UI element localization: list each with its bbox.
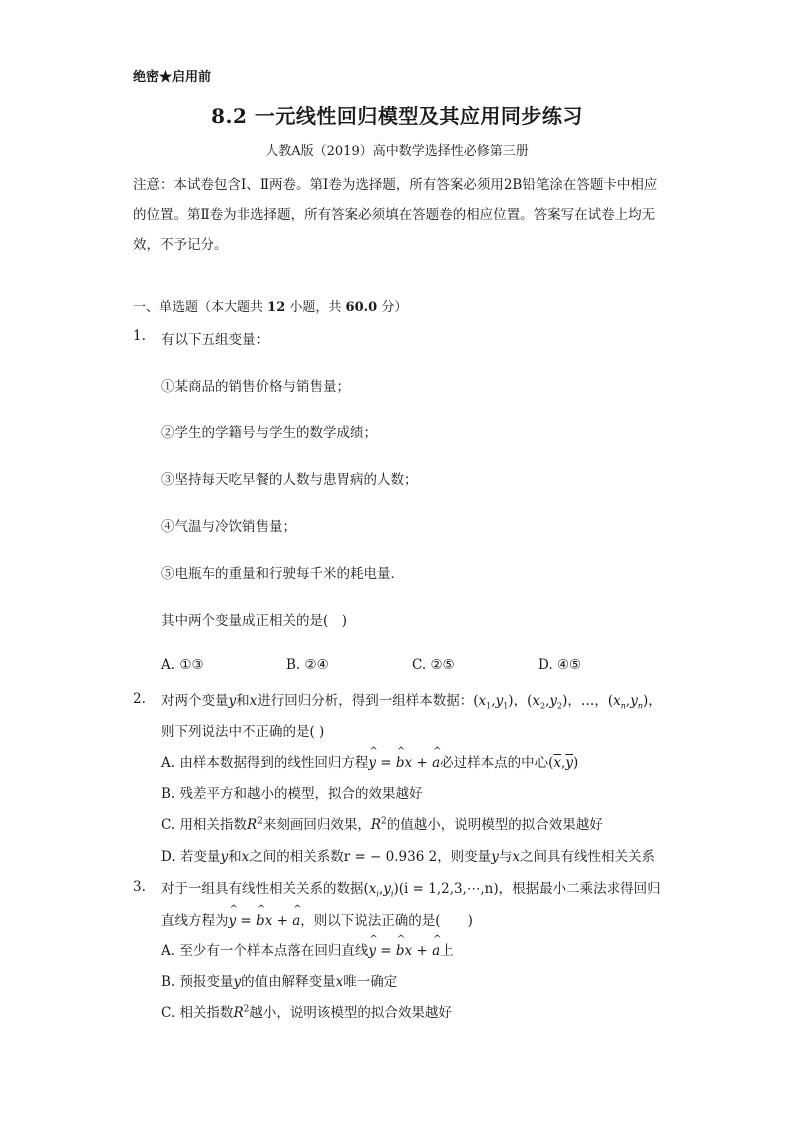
q1-item-4: ④气温与冷饮销售量； <box>161 519 296 535</box>
section-heading: 一、单选题（本大题共 12 小题，共 60.0 分） <box>133 300 408 315</box>
q2-option-a[interactable]: A. 由样本数据得到的线性回归方程^ y = ^ bx + ^ a必过样本点的中心$(\overline{x},\overline{y})$ <box>161 751 578 771</box>
q3-option-c[interactable]: C. 相关指数$R^2$越小，说明该模型的拟合效果越好 <box>161 1004 452 1021</box>
q2-option-d[interactable]: D. 若变量y和x之间的相关系数r = − 0.936 2，则变量y与x之间具有线性相关关系 <box>161 849 655 865</box>
q1-item-5: ⑤电瓶车的重量和行驶每千米的耗电量． <box>161 566 404 582</box>
q1-question: 其中两个变量成正相关的是( ) <box>161 613 348 629</box>
q2-number: 2. <box>133 691 146 707</box>
q2-option-c[interactable]: C. 用相关指数$R^2$来刻画回归效果，$R^2$的值越小，说明模型的拟合效果越好 <box>161 816 603 833</box>
secret-label: 绝密★启用前 <box>133 70 212 85</box>
q1-option-b[interactable]: B. ②④ <box>286 657 329 673</box>
page-title: 8.2 一元线性回归模型及其应用同步练习 <box>211 104 583 128</box>
index-range: (i = 1,2,3,⋯,n) <box>398 881 499 897</box>
q3-number: 3. <box>133 879 146 895</box>
q2-stem-line2: 则下列说法中不正确的是( ) <box>161 724 325 740</box>
q1-option-d[interactable]: D. ④⑤ <box>538 657 582 673</box>
page-subtitle: 人教A版（2019）高中数学选择性必修第三册 <box>265 144 529 159</box>
q1-item-3: ③坚持每天吃早餐的人数与患胃病的人数； <box>161 472 418 488</box>
q3-option-a[interactable]: A. 至少有一个样本点落在回归直线^ y = ^ bx + ^ a上 <box>161 939 454 959</box>
q1-number: 1. <box>133 328 146 344</box>
r-value: r = − 0.936 2 <box>343 849 438 865</box>
exam-notice: 注意：本试卷包含Ⅰ、Ⅱ两卷。第Ⅰ卷为选择题，所有答案必须用2B铅笔涂在答题卡中相应的位置。第Ⅱ卷为非选择题，所有答案必须填在答题卷的相应位置。答案写在试卷上均无效，不予记分。 <box>133 177 658 253</box>
q2-option-b[interactable]: B. 残差平方和越小的模型，拟合的效果越好 <box>161 786 423 802</box>
q1-stem: 有以下五组变量： <box>161 332 269 348</box>
q2-stem: 对两个变量y和x进行回归分析，得到一组样本数据：$(x_1,y_1)$，$(x_2,y_2)$，…，$(x_n,y_n)$， <box>161 693 662 711</box>
q1-option-c[interactable]: C. ②⑤ <box>412 657 455 673</box>
q3-option-b[interactable]: B. 预报变量y的值由解释变量x唯一确定 <box>161 974 398 990</box>
q3-stem: 对于一组具有线性相关关系的数据$(x_i,y_i)(i$ = 1,2,3,⋯,n)，根据最小二乘法求得回归 <box>161 881 661 899</box>
q1-item-2: ②学生的学籍号与学生的数学成绩； <box>161 425 377 441</box>
q1-option-a[interactable]: A. ①③ <box>161 657 204 673</box>
q1-item-1: ①某商品的销售价格与销售量； <box>161 379 350 395</box>
q3-stem-line2: 直线方程为^ y = ^ bx + ^ a，则以下说法正确的是( ) <box>161 909 473 929</box>
